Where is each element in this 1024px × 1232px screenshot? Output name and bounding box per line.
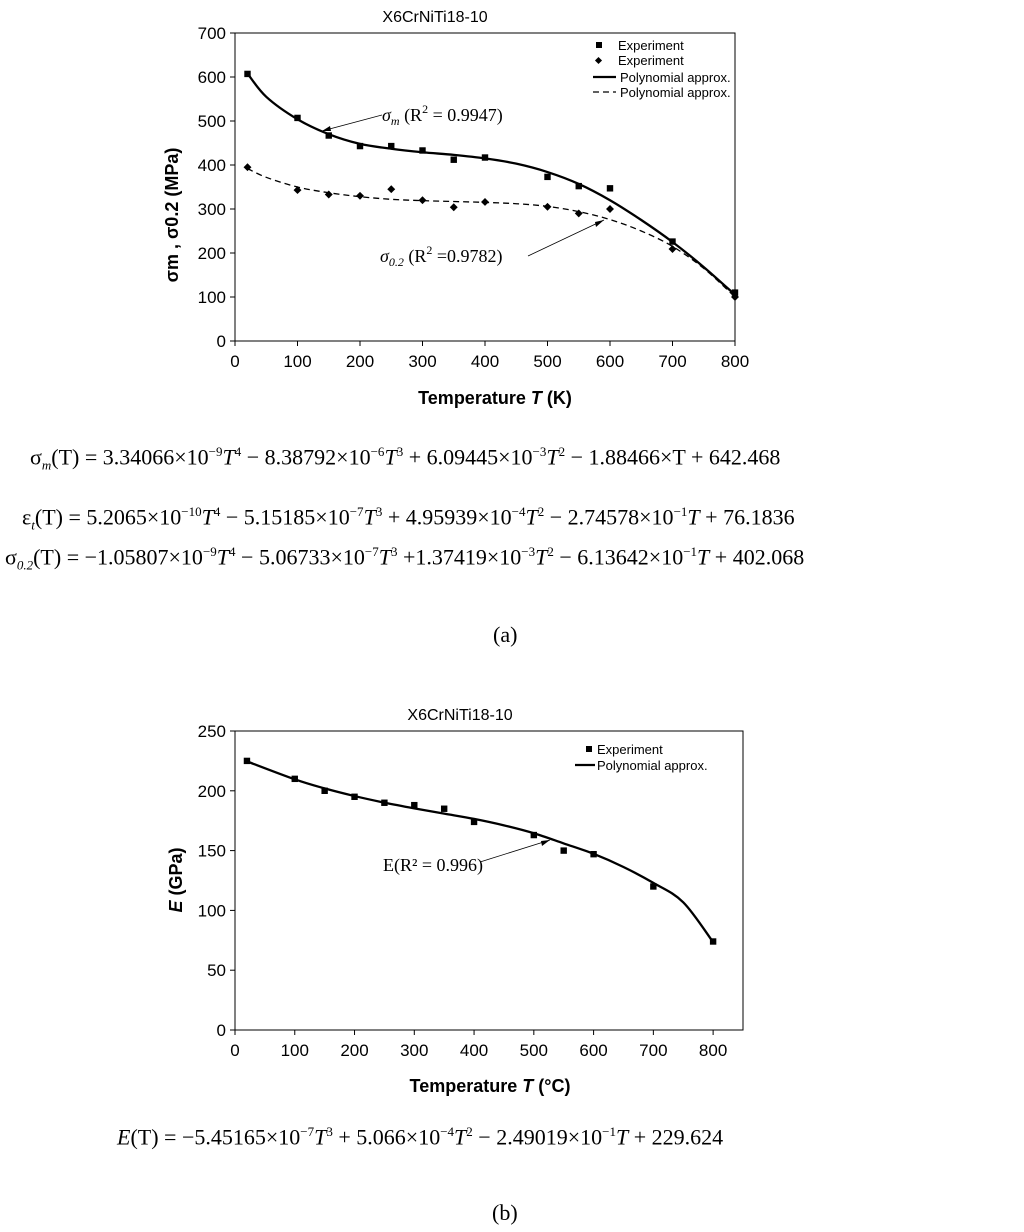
- x-tick-label: 0: [230, 1041, 240, 1060]
- chart-b-legend-item-2: Polynomial approx.: [597, 758, 708, 773]
- equation-coefficient: + 76.1836: [699, 504, 795, 530]
- data-point-square: [710, 938, 716, 944]
- equation-exponent: −4: [511, 504, 526, 519]
- equation-sigma-m: [30, 444, 780, 474]
- equation-exponent: −3: [532, 444, 547, 459]
- equation-exponent: −1: [683, 544, 698, 559]
- equation-power: 4: [213, 504, 221, 519]
- legend-square-marker: [596, 42, 602, 48]
- chart-b-legend-item-1: Experiment: [597, 742, 663, 757]
- y-tick-label: 0: [216, 1021, 226, 1040]
- data-point-diamond: [544, 203, 552, 211]
- equation-coefficient: + 229.624: [628, 1124, 724, 1150]
- equation-exponent: −7: [300, 1124, 315, 1139]
- x-tick-label: 200: [345, 352, 375, 371]
- data-point-square: [607, 185, 613, 191]
- equation-exponent: −9: [208, 444, 223, 459]
- chart-a-title: X6CrNiTi18-10: [382, 9, 488, 26]
- data-point-square: [441, 806, 447, 812]
- equation-coefficient: − 2.74578×10: [544, 504, 674, 530]
- annotation-e-arrow: [480, 840, 550, 862]
- data-point-square: [388, 143, 394, 149]
- equation-coefficient: −5.45165×10: [181, 1124, 301, 1150]
- data-point-square: [650, 883, 656, 889]
- equation-power: 2: [466, 1124, 473, 1139]
- equation-exponent: −7: [364, 544, 379, 559]
- x-tick-label: 700: [658, 352, 687, 371]
- equation-exponent: −10: [181, 504, 202, 519]
- equation-coefficient: +1.37419×10: [397, 544, 522, 570]
- legend-diamond-marker: [595, 57, 602, 64]
- data-point-square: [357, 143, 363, 149]
- chart-a-legend: [593, 38, 731, 100]
- equation-variable: T: [535, 544, 548, 570]
- chart-a-x-axis-label: Temperature T (K): [418, 388, 572, 408]
- equation-coefficient: − 2.49019×10: [472, 1124, 603, 1150]
- y-tick-label: 600: [197, 68, 226, 87]
- equation-variable: T: [363, 504, 376, 530]
- equation-coefficient: − 6.13642×10: [553, 544, 684, 570]
- chart-b-title: X6CrNiTi18-10: [407, 707, 513, 724]
- data-point-square: [326, 132, 332, 138]
- y-tick-label: 100: [197, 288, 226, 307]
- chart-a-sigma-02-fit-line: [248, 169, 736, 297]
- equation-e: [117, 1124, 723, 1150]
- equation-power: 3: [390, 544, 398, 559]
- y-tick-label: 400: [197, 156, 226, 175]
- x-tick-label: 500: [533, 352, 562, 371]
- y-tick-label: 200: [197, 781, 226, 801]
- data-point-square: [669, 238, 675, 244]
- chart-b-y-axis-label: E (GPa): [166, 847, 186, 913]
- x-tick-label: 100: [283, 352, 312, 371]
- equation-coefficient: + 6.09445×10: [403, 444, 533, 470]
- chart-a: [162, 9, 749, 408]
- equation-lhs-subscript: m: [41, 457, 52, 473]
- equation-coefficient: − 5.15185×10: [220, 504, 350, 530]
- equation-lhs-subscript: t: [31, 517, 35, 533]
- annotation-sigma-02-arrow: [528, 220, 604, 256]
- chart-b-y-ticks: [198, 722, 235, 1040]
- x-tick-label: 800: [698, 1041, 728, 1060]
- equation-variable: T: [378, 544, 391, 570]
- equation-power: 2: [547, 544, 554, 559]
- caption-a: (a): [493, 622, 518, 647]
- chart-a-y-ticks: [198, 24, 235, 351]
- data-point-square: [244, 71, 250, 77]
- equation-coefficient: + 4.95939×10: [382, 504, 512, 530]
- data-point-square: [244, 758, 250, 764]
- chart-b: [166, 707, 743, 1096]
- x-tick-label: 400: [470, 352, 500, 371]
- equation-coefficient: 3.34066×10: [102, 444, 209, 470]
- data-point-diamond: [387, 185, 395, 193]
- data-point-diamond: [450, 203, 458, 211]
- chart-a-x-ticks: [230, 341, 749, 371]
- equation-lhs: ε: [22, 504, 32, 530]
- chart-b-legend: [575, 742, 708, 773]
- equation-coefficient: 5.2065×10: [86, 504, 182, 530]
- x-tick-label: 200: [340, 1041, 369, 1060]
- chart-b-e-fit-line: [247, 761, 713, 942]
- x-tick-label: 600: [595, 352, 625, 371]
- chart-a-legend-item-4: Polynomial approx.: [620, 85, 731, 100]
- equation-argument: (T) =: [51, 444, 103, 470]
- equation-power: 2: [558, 444, 566, 459]
- equation-variable: T: [222, 444, 235, 470]
- equation-variable: T: [546, 444, 559, 470]
- equation-power: 3: [396, 444, 404, 459]
- equation-lhs-subscript: 0.2: [16, 557, 34, 573]
- data-point-diamond: [481, 198, 489, 206]
- annotation-e-label: E(R² = 0.996): [383, 855, 484, 875]
- equation-power: 3: [375, 504, 383, 519]
- y-tick-label: 0: [216, 332, 226, 351]
- data-point-square: [451, 157, 457, 163]
- y-tick-label: 700: [197, 24, 226, 43]
- data-point-diamond: [606, 205, 614, 213]
- equation-lhs: σ: [30, 444, 42, 470]
- equation-exponent: −6: [370, 444, 385, 459]
- x-tick-label: 0: [230, 352, 240, 371]
- y-tick-label: 150: [197, 841, 226, 861]
- equation-exponent: −3: [521, 544, 536, 559]
- x-tick-label: 100: [280, 1041, 309, 1060]
- annotation-sigma-02-label: $\sigma_{0.2}$ $(R^2 =0.9782)$: [380, 243, 503, 269]
- equation-power: 3: [326, 1124, 333, 1139]
- chart-b-plot-frame: [235, 731, 743, 1030]
- data-point-diamond: [419, 196, 427, 204]
- equation-exponent: −9: [202, 544, 217, 559]
- data-point-square: [471, 819, 477, 825]
- data-point-square: [351, 794, 357, 800]
- chart-a-legend-item-2: Experiment: [618, 53, 684, 68]
- equation-argument: (T) =: [130, 1124, 182, 1150]
- equation-variable: T: [525, 504, 538, 530]
- equation-variable: T: [216, 544, 230, 570]
- equation-power: 4: [234, 444, 242, 459]
- annotation-e-arrowhead: [541, 840, 550, 846]
- caption-b: (b): [492, 1200, 518, 1225]
- equation-lhs: E: [117, 1124, 131, 1150]
- equation-lhs: σ: [5, 544, 17, 570]
- data-point-square: [294, 115, 300, 121]
- x-tick-label: 600: [579, 1041, 608, 1060]
- y-tick-label: 200: [197, 244, 226, 263]
- equation-variable: T: [687, 504, 700, 530]
- equation-variable: T: [201, 504, 214, 530]
- equation-exponent: −1: [673, 504, 688, 519]
- annotation-sigma-02-arrowhead: [595, 220, 604, 227]
- equation-coefficient: − 1.88466×T + 642.468: [565, 444, 781, 470]
- data-point-square: [531, 832, 537, 838]
- data-point-square: [576, 183, 582, 189]
- equation-power: 4: [229, 544, 236, 559]
- data-point-diamond: [294, 186, 302, 194]
- chart-a-sigma-02-points: [244, 163, 739, 301]
- y-tick-label: 250: [197, 722, 226, 741]
- chart-a-legend-item-1: Experiment: [618, 38, 684, 53]
- x-tick-label: 700: [639, 1041, 668, 1060]
- chart-a-y-axis-label: σm , σ0.2 (MPa): [162, 147, 182, 283]
- legend-square-marker: [586, 746, 592, 752]
- equation-epsilon-t: [22, 504, 795, 534]
- data-point-diamond: [356, 192, 364, 200]
- x-tick-label: 800: [720, 352, 750, 371]
- x-tick-label: 300: [408, 352, 437, 371]
- equation-power: 2: [537, 504, 545, 519]
- y-tick-label: 100: [197, 901, 226, 921]
- data-point-square: [411, 802, 417, 808]
- equation-argument: (T) =: [33, 544, 85, 570]
- equation-exponent: −7: [349, 504, 364, 519]
- chart-a-legend-item-3: Polynomial approx.: [620, 70, 731, 85]
- equation-variable: T: [314, 1124, 327, 1150]
- data-point-square: [419, 147, 425, 153]
- equation-argument: (T) =: [34, 504, 87, 530]
- equation-coefficient: − 5.06733×10: [235, 544, 365, 570]
- data-point-square: [381, 800, 387, 806]
- data-point-square: [544, 174, 550, 180]
- equation-sigma-02: [5, 544, 804, 574]
- data-point-square: [590, 851, 596, 857]
- equation-variable: T: [615, 1124, 629, 1150]
- y-tick-label: 500: [197, 112, 226, 131]
- annotation-sigma-m-label: $\sigma_m$ $(R^2 = 0.9947)$: [382, 102, 503, 128]
- annotation-sigma-m-arrowhead: [322, 126, 331, 131]
- equation-coefficient: + 402.068: [709, 544, 805, 570]
- equation-exponent: −1: [602, 1124, 616, 1139]
- chart-b-x-axis-label: Temperature T (°C): [409, 1076, 571, 1096]
- data-point-diamond: [669, 245, 677, 253]
- x-tick-label: 300: [400, 1041, 429, 1060]
- equation-exponent: −4: [440, 1124, 455, 1139]
- equation-coefficient: − 8.38792×10: [241, 444, 371, 470]
- data-point-square: [321, 788, 327, 794]
- equation-variable: T: [697, 544, 710, 570]
- data-point-square: [292, 776, 298, 782]
- y-tick-label: 300: [197, 200, 226, 219]
- annotation-sigma-m-arrow: [322, 115, 382, 131]
- data-point-square: [482, 154, 488, 160]
- chart-b-x-ticks: [230, 1030, 727, 1060]
- x-tick-label: 500: [519, 1041, 549, 1060]
- equation-coefficient: −1.05807×10: [84, 544, 203, 570]
- x-tick-label: 400: [459, 1041, 489, 1060]
- y-tick-label: 50: [207, 961, 226, 981]
- equation-variable: T: [454, 1124, 467, 1150]
- equation-coefficient: + 5.066×10: [332, 1124, 441, 1150]
- data-point-square: [561, 847, 567, 853]
- equation-variable: T: [384, 444, 397, 470]
